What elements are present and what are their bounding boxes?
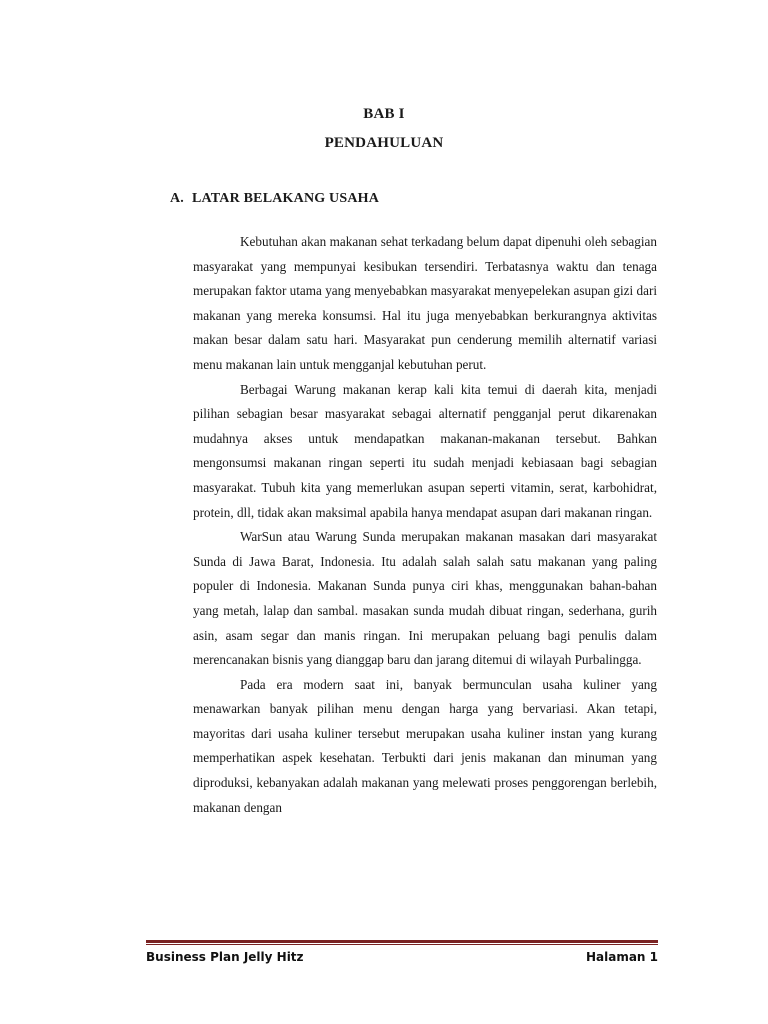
paragraph: WarSun atau Warung Sunda merupakan makanan masakan dari masyarakat Sunda di Jawa Barat, Indonesia. Itu adalah salah salah satu makanan yang paling populer di Indonesia. Makanan Sunda punya ciri khas, menggunakan bahan-bahan yang metah, lalap dan sambal. masakan sunda mudah dibuat ringan, sederhana, gurih asin, asam segar dan manis ringan. Ini merupakan peluang bagi penulis dalam merencanakan bisnis yang dianggap baru dan jarang ditemui di wilayah Purbalingga. [193,529,657,668]
chapter-title: PENDAHULUAN [324,135,444,151]
paragraph: Kebutuhan akan makanan sehat terkadang belum dapat dipenuhi oleh sebagian masyarakat yang mempunyai kesibukan tersendiri. Terbatasnya waktu dan tenaga merupakan faktor utama yang menyebabkan masyarakat menyepelekan asupan gizi dari makanan yang mereka konsumsi. Hal itu juga menyebabkan berkurangnya aktivitas makan besar dalam satu hari. Masyarakat pun cenderung memilih alternatif variasi menu makanan lain untuk mengganjal kebutuhan perut. [193,234,657,372]
footer-document-title: Business Plan Jelly Hitz [146,950,304,964]
section-letter: A. [170,191,185,206]
paragraph: Pada era modern saat ini, banyak bermunculan usaha kuliner yang menawarkan banyak pilihan menu dengan harga yang bervariasi. Akan tetapi, mayoritas dari usaha kuliner tersebut merupakan usaha kuliner instan yang kurang memperhatikan aspek kesehatan. Terbukti dari jenis makanan dan minuman yang diproduksi, kebanyakan adalah makanan yang melewati proses penggorengan berlebih, makanan dengan [193,676,657,815]
footer-page-number: Halaman 1 [585,950,658,964]
paragraph: Berbagai Warung makanan kerap kali kita temui di daerah kita, menjadi pilihan sebagian besar masyarakat sebagai alternatif pengganjal perut dikarenakan mudahnya akses untuk mendapatkan makanan-makanan tersebut. Bahkan mengonsumsi makanan ringan seperti itu sudah menjadi kebiasaan bagi sebagian masyarakat. Tubuh kita yang memerlukan asupan seperti vitamin, serat, karbohidrat, protein, dll, tidak akan maksimal apabila hanya mendapat asupan dari makanan ringan. [193,381,657,520]
chapter-number: BAB I [363,106,405,122]
body-text [193,230,657,820]
footer-rule [146,940,658,945]
section-title: LATAR BELAKANG USAHA [192,191,380,206]
section-heading [170,191,379,207]
